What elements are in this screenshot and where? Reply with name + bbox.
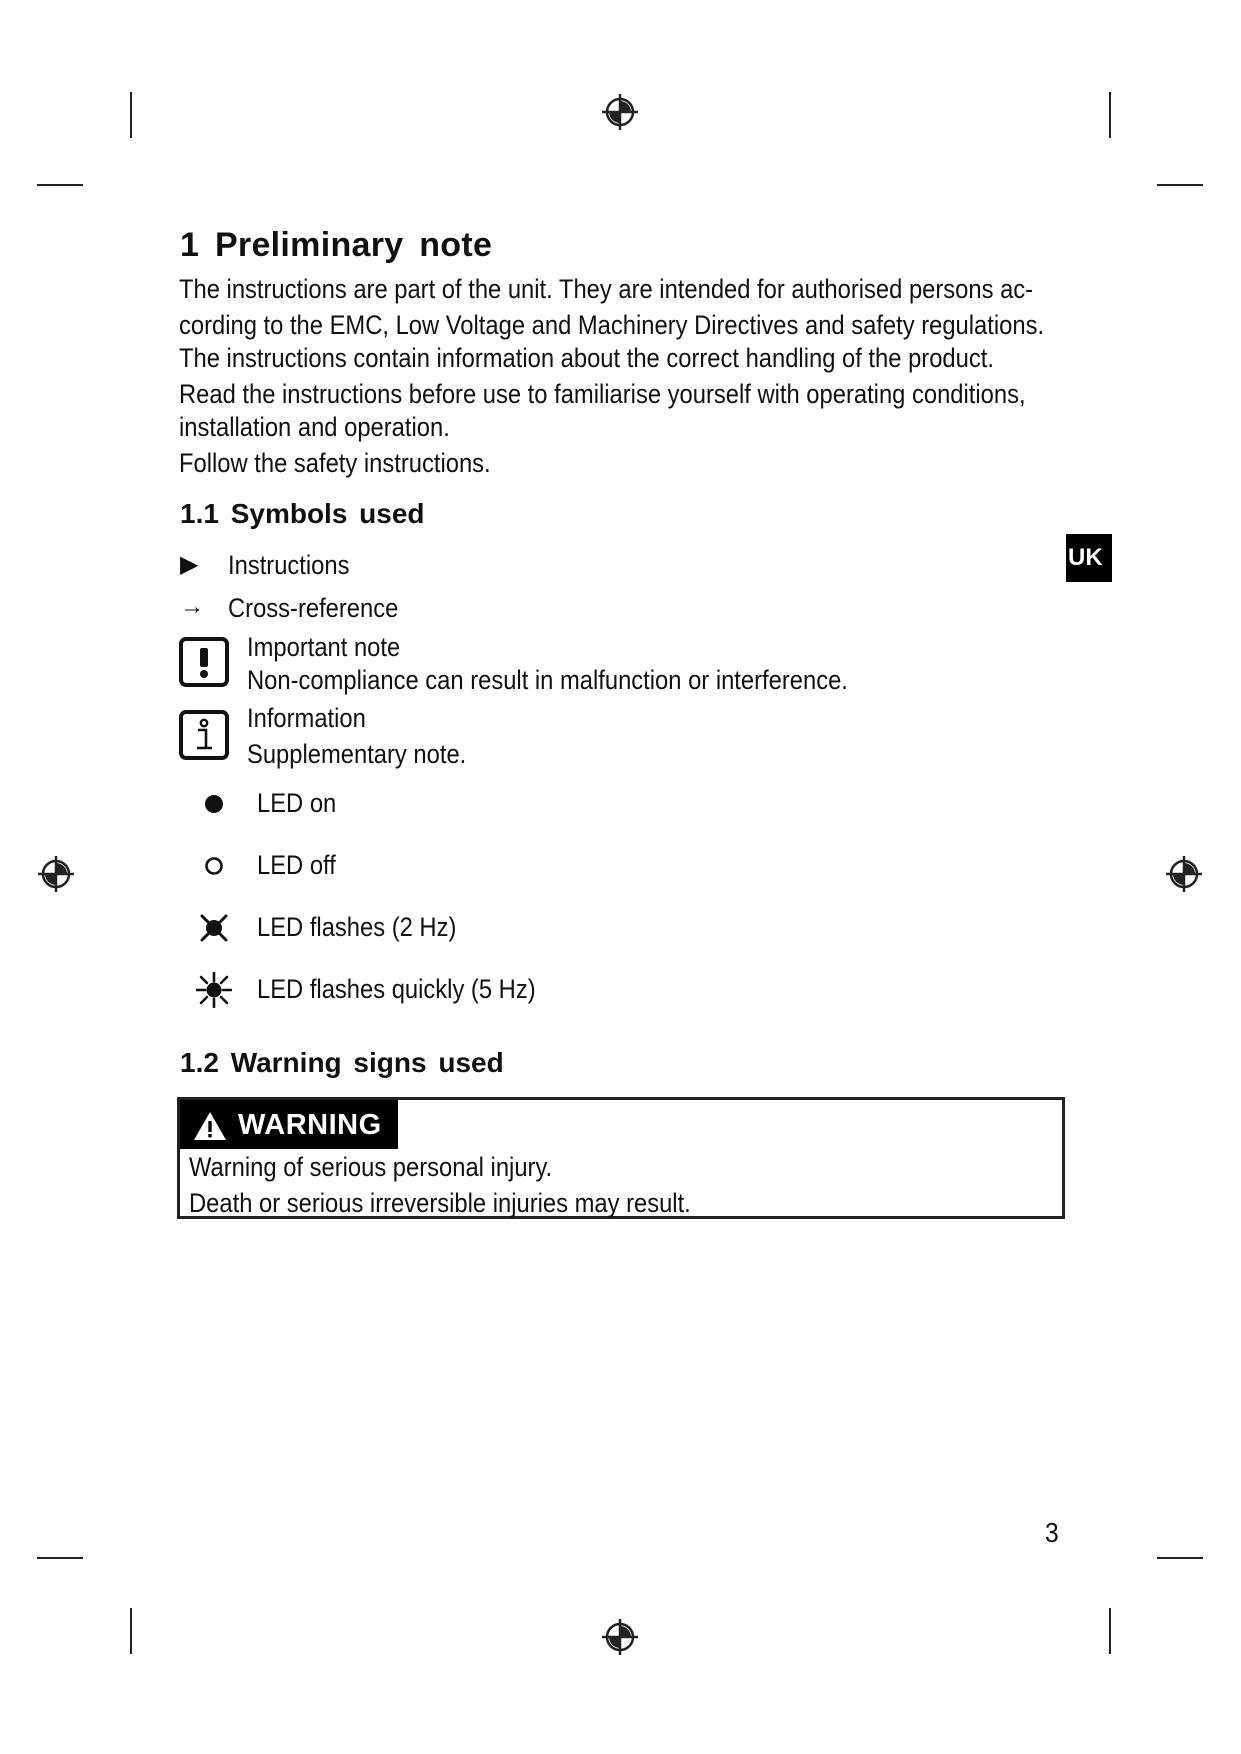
led-label: LED on <box>257 788 337 818</box>
info-title: Information <box>247 703 366 733</box>
play-triangle-icon: ▶ <box>180 551 199 578</box>
registration-mark-icon <box>1164 854 1204 894</box>
crop-mark <box>37 1557 83 1559</box>
info-text: Supplementary note. <box>247 739 467 769</box>
crop-mark <box>1157 1557 1203 1559</box>
warning-text: Death or serious irreversible injuries may result. <box>189 1188 691 1218</box>
paragraph-line: The instructions are part of the unit. They are intended for authorised persons ac- <box>179 274 1034 304</box>
crop-mark <box>130 1608 132 1654</box>
note-text: Non-compliance can result in malfunction or interference. <box>247 665 848 695</box>
section-heading: 1 Preliminary note <box>180 226 493 264</box>
arrow-right-icon: → <box>180 593 204 620</box>
led-label: LED flashes quickly (5 Hz) <box>257 974 536 1004</box>
registration-mark-icon <box>600 92 640 132</box>
subsection-heading: 1.1 Symbols used <box>180 498 425 529</box>
crop-mark <box>1109 1608 1111 1654</box>
led-label: LED off <box>257 850 336 880</box>
paragraph-line: The instructions contain information about the correct handling of the product. <box>179 343 994 373</box>
subsection-heading: 1.2 Warning signs used <box>180 1047 504 1078</box>
note-title: Important note <box>247 632 401 662</box>
led-off-icon <box>196 848 232 884</box>
crop-mark <box>37 184 83 186</box>
warning-label: WARNING <box>238 1109 382 1141</box>
crop-mark <box>130 92 132 138</box>
page-number: 3 <box>1045 1517 1059 1548</box>
registration-mark-icon <box>600 1617 640 1657</box>
led-label: LED flashes (2 Hz) <box>257 912 457 942</box>
language-tab: UK <box>1066 534 1112 582</box>
warning-triangle-icon <box>192 1110 228 1142</box>
paragraph-line: Read the instructions before use to familiarise yourself with operating conditions, <box>179 379 1026 409</box>
warning-box <box>177 1097 1065 1219</box>
paragraph-line: cording to the EMC, Low Voltage and Machinery Directives and safety regulations. <box>179 310 1045 340</box>
symbol-label: Cross-reference <box>228 593 399 623</box>
info-box-icon <box>179 710 229 760</box>
led-on-icon <box>196 786 232 822</box>
led-flashes-icon <box>196 910 232 946</box>
exclamation-box-icon <box>179 637 229 687</box>
crop-mark <box>1109 92 1111 138</box>
paragraph-line: Follow the safety instructions. <box>179 448 491 478</box>
led-flashes-quickly-icon <box>196 972 232 1008</box>
warning-header <box>180 1100 398 1149</box>
paragraph-line: installation and operation. <box>179 412 450 442</box>
symbol-label: Instructions <box>228 550 350 580</box>
warning-text: Warning of serious personal injury. <box>189 1152 553 1182</box>
crop-mark <box>1157 184 1203 186</box>
registration-mark-icon <box>36 854 76 894</box>
